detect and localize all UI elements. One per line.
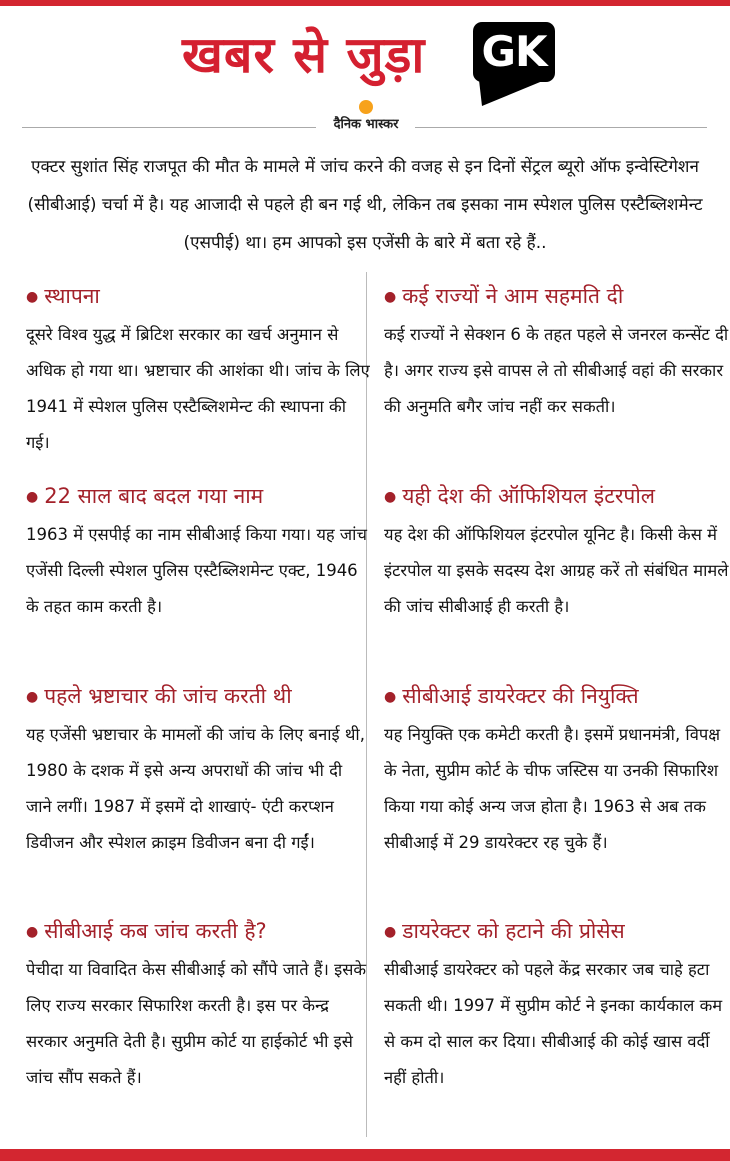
section-heading	[26, 911, 371, 952]
bullet-icon: ●	[384, 924, 397, 940]
section-body: यह देश की ऑफिशियल इंटरपोल यूनिट है। किसी केस में इंटरपोल या इसके सदस्य देश आग्रह करें तो संबंधित मामले की जांच सीबीआई ही करती है।	[384, 525, 729, 616]
bullet-icon: ●	[26, 689, 39, 705]
section-heading	[384, 276, 729, 317]
section-general-consent	[384, 276, 729, 476]
page-title: खबर से जुड़ा	[182, 26, 426, 84]
section-heading	[384, 911, 729, 952]
bottom-accent-bar	[0, 1149, 730, 1161]
intro-paragraph: एक्टर सुशांत सिंह राजपूत की मौत के मामले में जांच करने की वजह से इन दिनों सेंट्रल ब्यूरो ऑफ इन्वेस्टिगेशन (सीबीआई) चर्चा में है। यह आजादी से पहले ही बन गई थी, लेकिन तब इसका नाम स्पेशल पुलिस एस्टैब्लिशमेन्ट (एसपीई) था। हम आपको इस एजेंसी के बारे में बता रहे हैं..	[27, 157, 703, 253]
section-heading-text: 22 साल बाद बदल गया नाम	[44, 484, 264, 508]
section-body: पेचीदा या विवादित केस सीबीआई को सौंपे जाते हैं। इसके लिए राज्य सरकार सिफारिश करती है। इस पर केन्द्र सरकार अनुमति देती है। सुप्रीम कोर्ट या हाईकोर्ट भी इसे जांच सौंप सकते हैं।	[26, 960, 367, 1087]
section-heading	[384, 476, 729, 517]
section-body: सीबीआई डायरेक्टर को पहले केंद्र सरकार जब चाहे हटा सकती थी। 1997 में सुप्रीम कोर्ट ने इनका कार्यकाल कम से कम दो साल कर दिया। सीबीआई की कोई खास वर्दी नहीं होती।	[384, 960, 723, 1087]
bullet-icon: ●	[384, 489, 397, 505]
right-column	[384, 276, 729, 1096]
publisher-logo	[318, 100, 414, 136]
section-heading	[26, 676, 371, 717]
top-accent-bar	[0, 0, 730, 6]
gk-badge-label: GK	[481, 27, 547, 76]
section-director-appointment	[384, 676, 729, 911]
sun-dot-icon	[359, 100, 373, 114]
section-heading	[26, 476, 371, 517]
section-heading-text: सीबीआई कब जांच करती है?	[44, 919, 267, 943]
bullet-icon: ●	[26, 289, 39, 305]
header-rule-right	[415, 127, 707, 128]
section-heading-text: यही देश की ऑफिशियल इंटरपोल	[402, 484, 656, 508]
section-heading	[26, 276, 371, 317]
bullet-icon: ●	[384, 689, 397, 705]
section-interpol	[384, 476, 729, 676]
publisher-name: दैनिक भास्कर	[333, 117, 399, 132]
section-director-removal	[384, 911, 729, 1096]
section-body: यह नियुक्ति एक कमेटी करती है। इसमें प्रधानमंत्री, विपक्ष के नेता, सुप्रीम कोर्ट के चीफ जस्टिस या उनकी सिफारिश किया गया कोई अन्य जज होता है। 1963 से अब तक सीबीआई में 29 डायरेक्टर रह चुके हैं।	[384, 725, 721, 852]
left-column	[26, 276, 371, 1096]
section-heading	[384, 676, 729, 717]
bullet-icon: ●	[384, 289, 397, 305]
section-heading-text: सीबीआई डायरेक्टर की नियुक्ति	[402, 684, 639, 708]
section-body: यह एजेंसी भ्रष्टाचार के मामलों की जांच के लिए बनाई थी, 1980 के दशक में इसे अन्य अपराधों की जांच भी दी जाने लगीं। 1987 में इसमें दो शाखाएं- एंटी करप्शन डिवीजन और स्पेशल क्राइम डिवीजन बना दी गईं।	[26, 725, 365, 852]
section-name-change	[26, 476, 371, 676]
section-body: 1963 में एसपीई का नाम सीबीआई किया गया। यह जांच एजेंसी दिल्ली स्पेशल पुलिस एस्टैब्लिशमेन्ट एक्ट, 1946 के तहत काम करती है।	[26, 525, 367, 616]
section-heading-text: स्थापना	[44, 284, 100, 308]
section-sthapana	[26, 276, 371, 476]
bullet-icon: ●	[26, 924, 39, 940]
gk-speech-bubble-icon	[473, 22, 555, 106]
speech-bubble-tail	[464, 80, 545, 106]
section-corruption-probe	[26, 676, 371, 911]
masthead	[0, 18, 730, 104]
bullet-icon: ●	[26, 489, 39, 505]
section-body: दूसरे विश्व युद्ध में ब्रिटिश सरकार का खर्च अनुमान से अधिक हो गया था। भ्रष्टाचार की आशंका थी। जांच के लिए 1941 में स्पेशल पुलिस एस्टैब्लिशमेन्ट की स्थापना की गई।	[26, 325, 370, 452]
section-body: कई राज्यों ने सेक्शन 6 के तहत पहले से जनरल कन्सेंट दी है। अगर राज्य इसे वापस ले तो सीबीआई वहां की सरकार की अनुमति बगैर जांच नहीं कर सकती।	[384, 325, 729, 416]
section-heading-text: कई राज्यों ने आम सहमति दी	[402, 284, 624, 308]
section-when-cbi-probes	[26, 911, 371, 1096]
section-heading-text: डायरेक्टर को हटाने की प्रोसेस	[402, 919, 625, 943]
header-rule-left	[22, 127, 316, 128]
section-heading-text: पहले भ्रष्टाचार की जांच करती थी	[44, 684, 292, 708]
